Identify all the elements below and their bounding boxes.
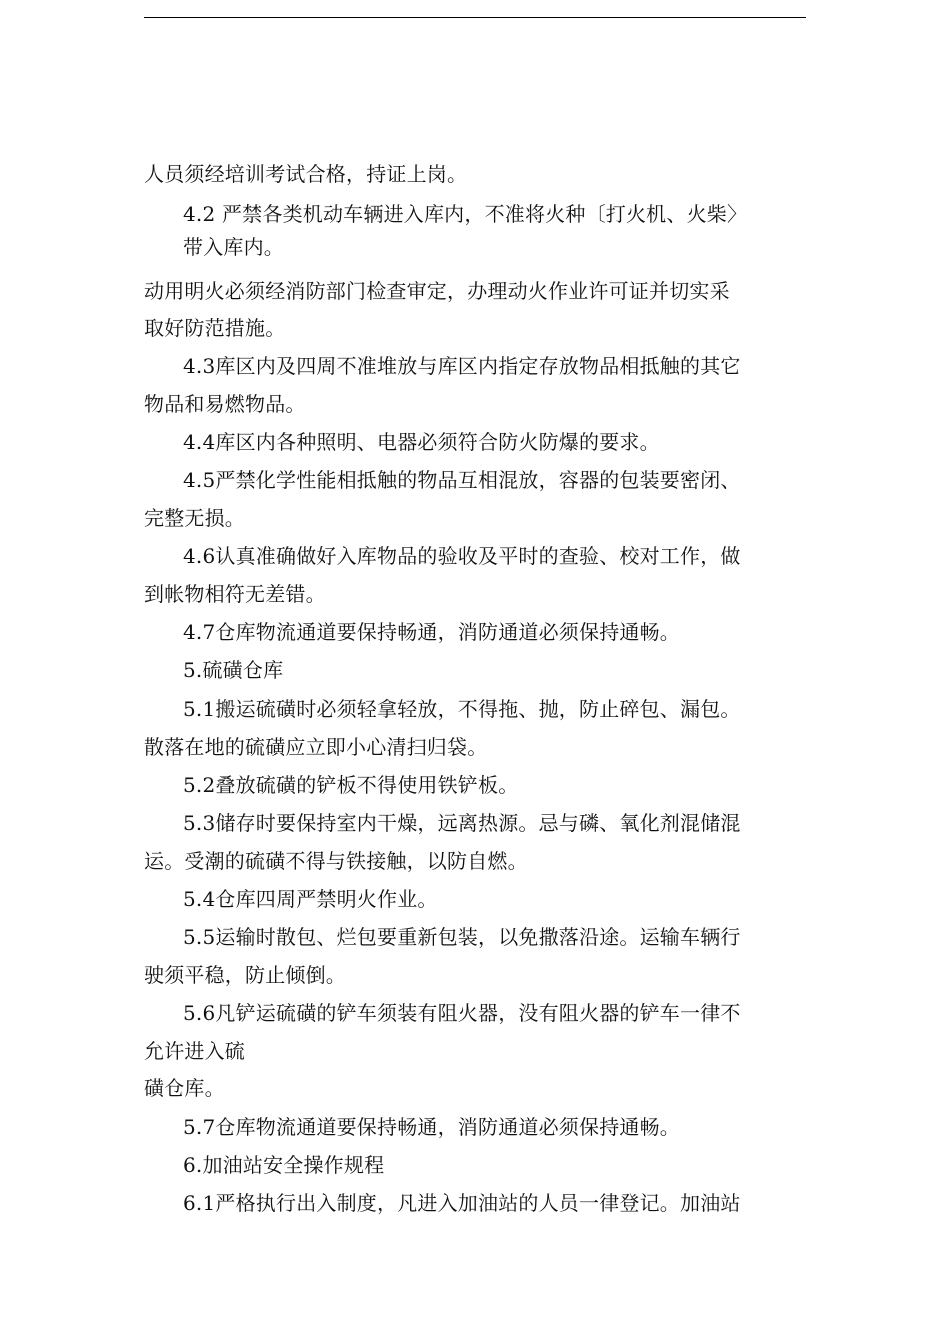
text-line: 4.3库区内及四周不准堆放与库区内指定存放物品相抵触的其它	[183, 354, 741, 378]
text-line: 到帐物相符无差错。	[144, 582, 326, 606]
text-line: 4.5严禁化学性能相抵触的物品互相混放，容器的包装要密闭、	[183, 468, 741, 492]
text-line: 5.5运输时散包、烂包要重新包装，以免撒落沿途。运输车辆行	[183, 925, 741, 949]
text-line: 磺仓库。	[144, 1076, 225, 1100]
text-line: 4.6认真准确做好入库物品的验收及平时的查验、校对工作，做	[183, 544, 741, 568]
text-line: 5.4仓库四周严禁明火作业。	[183, 887, 438, 911]
text-line: 带入库内。	[183, 235, 284, 259]
text-line: 5.7仓库物流通道要保持畅通，消防通道必须保持通畅。	[183, 1115, 681, 1139]
text-line: 5.3储存时要保持室内干燥，远离热源。忌与磷、氧化剂混储混	[183, 811, 741, 835]
header-rule	[144, 17, 806, 18]
text-line: 允许进入硫	[144, 1039, 245, 1063]
text-line: 5.6凡铲运硫磺的铲车须装有阻火器，没有阻火器的铲车一律不	[183, 1001, 741, 1025]
text-line: 完整无损。	[144, 506, 245, 530]
text-line: 5.2叠放硫磺的铲板不得使用铁铲板。	[183, 773, 519, 797]
text-line: 动用明火必须经消防部门检查审定，办理动火作业许可证并切实采	[144, 279, 730, 303]
text-line: 物品和易燃物品。	[144, 392, 306, 416]
text-line: 散落在地的硫磺应立即小心清扫归袋。	[144, 735, 488, 759]
section-heading: 5.硫磺仓库	[183, 658, 284, 682]
text-line: 人员须经培训考试合格，持证上岗。	[144, 162, 468, 186]
text-line: 4.7仓库物流通道要保持畅通，消防通道必须保持通畅。	[183, 620, 681, 644]
section-heading: 6.加油站安全操作规程	[183, 1153, 385, 1177]
text-line: 驶须平稳，防止倾倒。	[144, 963, 346, 987]
text-line: 取好防范措施。	[144, 316, 286, 340]
text-line: 5.1搬运硫磺时必须轻拿轻放，不得拖、抛，防止碎包、漏包。	[183, 697, 741, 721]
text-line: 6.1严格执行出入制度，凡进入加油站的人员一律登记。加油站	[183, 1191, 741, 1215]
text-line: 运。受潮的硫磺不得与铁接触，以防自燃。	[144, 849, 528, 873]
text-line: 4.2 严禁各类机动车辆进入库内，不准将火种〔打火机、火柴〉	[183, 202, 748, 226]
text-line: 4.4库区内各种照明、电器必须符合防火防爆的要求。	[183, 430, 660, 454]
